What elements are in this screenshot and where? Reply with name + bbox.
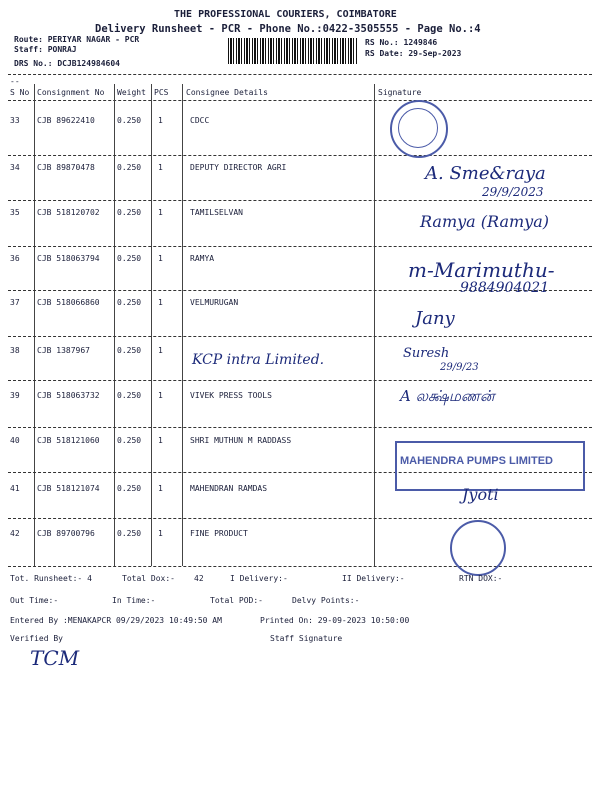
rs-number: RS No.: 1249846 bbox=[365, 38, 438, 47]
table-row-consignment: CJB 518066860 bbox=[37, 298, 100, 307]
verified-by: Verified By bbox=[10, 634, 63, 643]
table-row-pcs: 1 bbox=[158, 484, 163, 493]
table-bottom-divider bbox=[8, 566, 592, 567]
table-row-sno: 42 bbox=[10, 529, 20, 538]
col-pcs: PCS bbox=[154, 88, 169, 97]
row-divider bbox=[8, 155, 592, 156]
columns-divider bbox=[8, 100, 592, 101]
table-row-sno: 36 bbox=[10, 254, 20, 263]
row-divider bbox=[8, 427, 592, 428]
total-dox-label: Total Dox:- bbox=[122, 574, 175, 583]
table-row-sno: 33 bbox=[10, 116, 20, 125]
table-row-pcs: 1 bbox=[158, 529, 163, 538]
total-runsheet: Tot. Runsheet:- 4 bbox=[10, 574, 92, 583]
table-row-weight: 0.250 bbox=[117, 298, 142, 307]
col-line bbox=[151, 84, 152, 566]
table-row-consignee: CDCC bbox=[190, 116, 210, 125]
table-row-consignment: CJB 518120702 bbox=[37, 208, 100, 217]
header-divider bbox=[8, 74, 592, 75]
table-row-consignee: TAMILSELVAN bbox=[190, 208, 243, 217]
table-row-consignee: SHRI MUTHUN M RADDASS bbox=[190, 436, 292, 445]
round-stamp bbox=[450, 520, 506, 576]
ii-delivery: II Delivery:- bbox=[342, 574, 405, 583]
verified-signature: TCM bbox=[30, 646, 80, 670]
company-stamp-text: MAHENDRA PUMPS LIMITED bbox=[400, 455, 553, 467]
table-row-weight: 0.250 bbox=[117, 391, 142, 400]
table-row-weight: 0.250 bbox=[117, 436, 142, 445]
table-row-consignment: CJB 89870478 bbox=[37, 163, 95, 172]
col-sno: S No bbox=[10, 88, 30, 97]
table-row-sno: 41 bbox=[10, 484, 20, 493]
col-line bbox=[34, 84, 35, 566]
col-consignee: Consignee Details bbox=[186, 88, 268, 97]
table-row-consignment: CJB 1387967 bbox=[37, 346, 90, 355]
row-divider bbox=[8, 518, 592, 519]
row-divider bbox=[8, 380, 592, 381]
table-row-consignee: MAHENDRAN RAMDAS bbox=[190, 484, 268, 493]
table-row-consignee: DEPUTY DIRECTOR AGRI bbox=[190, 163, 287, 172]
handwritten-signature: Jany bbox=[415, 308, 455, 329]
i-delivery: I Delivery:- bbox=[230, 574, 288, 583]
col-line bbox=[182, 84, 183, 566]
table-row-pcs: 1 bbox=[158, 391, 163, 400]
table-row-pcs: 1 bbox=[158, 436, 163, 445]
col-signature: Signature bbox=[378, 88, 422, 97]
col-weight: Weight bbox=[117, 88, 146, 97]
table-row-sno: 35 bbox=[10, 208, 20, 217]
table-row-sno: 39 bbox=[10, 391, 20, 400]
col-line bbox=[374, 84, 375, 566]
total-dox-value: 42 bbox=[194, 574, 204, 583]
table-row-sno: 37 bbox=[10, 298, 20, 307]
table-row-pcs: 1 bbox=[158, 116, 163, 125]
handwritten-signature: Ramya (Ramya) bbox=[420, 212, 549, 231]
row-divider bbox=[8, 336, 592, 337]
table-row-consignee: VIVEK PRESS TOOLS bbox=[190, 391, 272, 400]
table-row-consignee: FINE PRODUCT bbox=[190, 529, 248, 538]
handwritten-signature: A லக்ஷ்மணன் bbox=[400, 387, 495, 405]
out-time: Out Time:- bbox=[10, 596, 59, 605]
table-row-weight: 0.250 bbox=[117, 484, 142, 493]
route-label: Route: PERIYAR NAGAR - PCR bbox=[14, 35, 140, 44]
table-row-consignment: CJB 518121060 bbox=[37, 436, 100, 445]
table-row-consignment: CJB 518063732 bbox=[37, 391, 100, 400]
col-consignment: Consignment No bbox=[37, 88, 105, 97]
printed-on: Printed On: 29-09-2023 10:50:00 bbox=[260, 616, 410, 625]
handwritten-phone: 9884904021 bbox=[460, 280, 550, 296]
in-time: In Time:- bbox=[112, 596, 156, 605]
table-row-weight: 0.250 bbox=[117, 163, 142, 172]
table-row-weight: 0.250 bbox=[117, 346, 142, 355]
table-row-consignment: CJB 518063794 bbox=[37, 254, 100, 263]
rtn-dox: RTN DOX:- bbox=[459, 574, 503, 583]
table-row-consignment: CJB 89700796 bbox=[37, 529, 95, 538]
table-row-weight: 0.250 bbox=[117, 529, 142, 538]
table-row-pcs: 1 bbox=[158, 163, 163, 172]
table-row-pcs: 1 bbox=[158, 254, 163, 263]
staff-signature: Staff Signature bbox=[270, 634, 343, 643]
table-row-weight: 0.250 bbox=[117, 254, 142, 263]
handwritten-date: 29/9/23 bbox=[440, 362, 479, 373]
table-row-weight: 0.250 bbox=[117, 116, 142, 125]
row-divider bbox=[8, 200, 592, 201]
table-row-pcs: 1 bbox=[158, 208, 163, 217]
handwritten-consignee: KCP intra Limited. bbox=[192, 352, 325, 368]
rs-date: RS Date: 29-Sep-2023 bbox=[365, 49, 462, 58]
table-row-consignee: RAMYA bbox=[190, 254, 215, 263]
table-row-sno: 38 bbox=[10, 346, 20, 355]
table-row-sno: 34 bbox=[10, 163, 20, 172]
drs-number: DRS No.: DCJB124984604 bbox=[14, 59, 120, 68]
handwritten-signature: A. Sme&raya bbox=[425, 163, 546, 184]
handwritten-date: 29/9/2023 bbox=[482, 185, 544, 199]
table-row-weight: 0.250 bbox=[117, 208, 142, 217]
row-divider bbox=[8, 246, 592, 247]
total-pod: Total POD:- bbox=[210, 596, 263, 605]
table-row-sno: 40 bbox=[10, 436, 20, 445]
round-stamp-inner bbox=[398, 108, 438, 148]
col-line bbox=[114, 84, 115, 566]
company-name: THE PROFESSIONAL COURIERS, COIMBATORE bbox=[174, 9, 397, 20]
entered-by: Entered By :MENAKAPCR 09/29/2023 10:49:50 AM bbox=[10, 616, 222, 625]
handwritten-signature: Jyoti bbox=[462, 485, 499, 504]
handwritten-signature: Suresh bbox=[403, 346, 450, 361]
table-row-consignee: VELMURUGAN bbox=[190, 298, 239, 307]
barcode bbox=[228, 38, 358, 64]
table-row-consignment: CJB 89622410 bbox=[37, 116, 95, 125]
delvy-points: Delvy Points:- bbox=[292, 596, 360, 605]
table-row-pcs: 1 bbox=[158, 346, 163, 355]
runsheet-title: Delivery Runsheet - PCR - Phone No.:0422-3505555 - Page No.:4 bbox=[95, 23, 481, 35]
table-row-pcs: 1 bbox=[158, 298, 163, 307]
staff-label: Staff: PONRAJ bbox=[14, 45, 77, 54]
handwritten-signature: m-Marimuthu- bbox=[408, 258, 555, 282]
table-row-consignment: CJB 518121074 bbox=[37, 484, 100, 493]
